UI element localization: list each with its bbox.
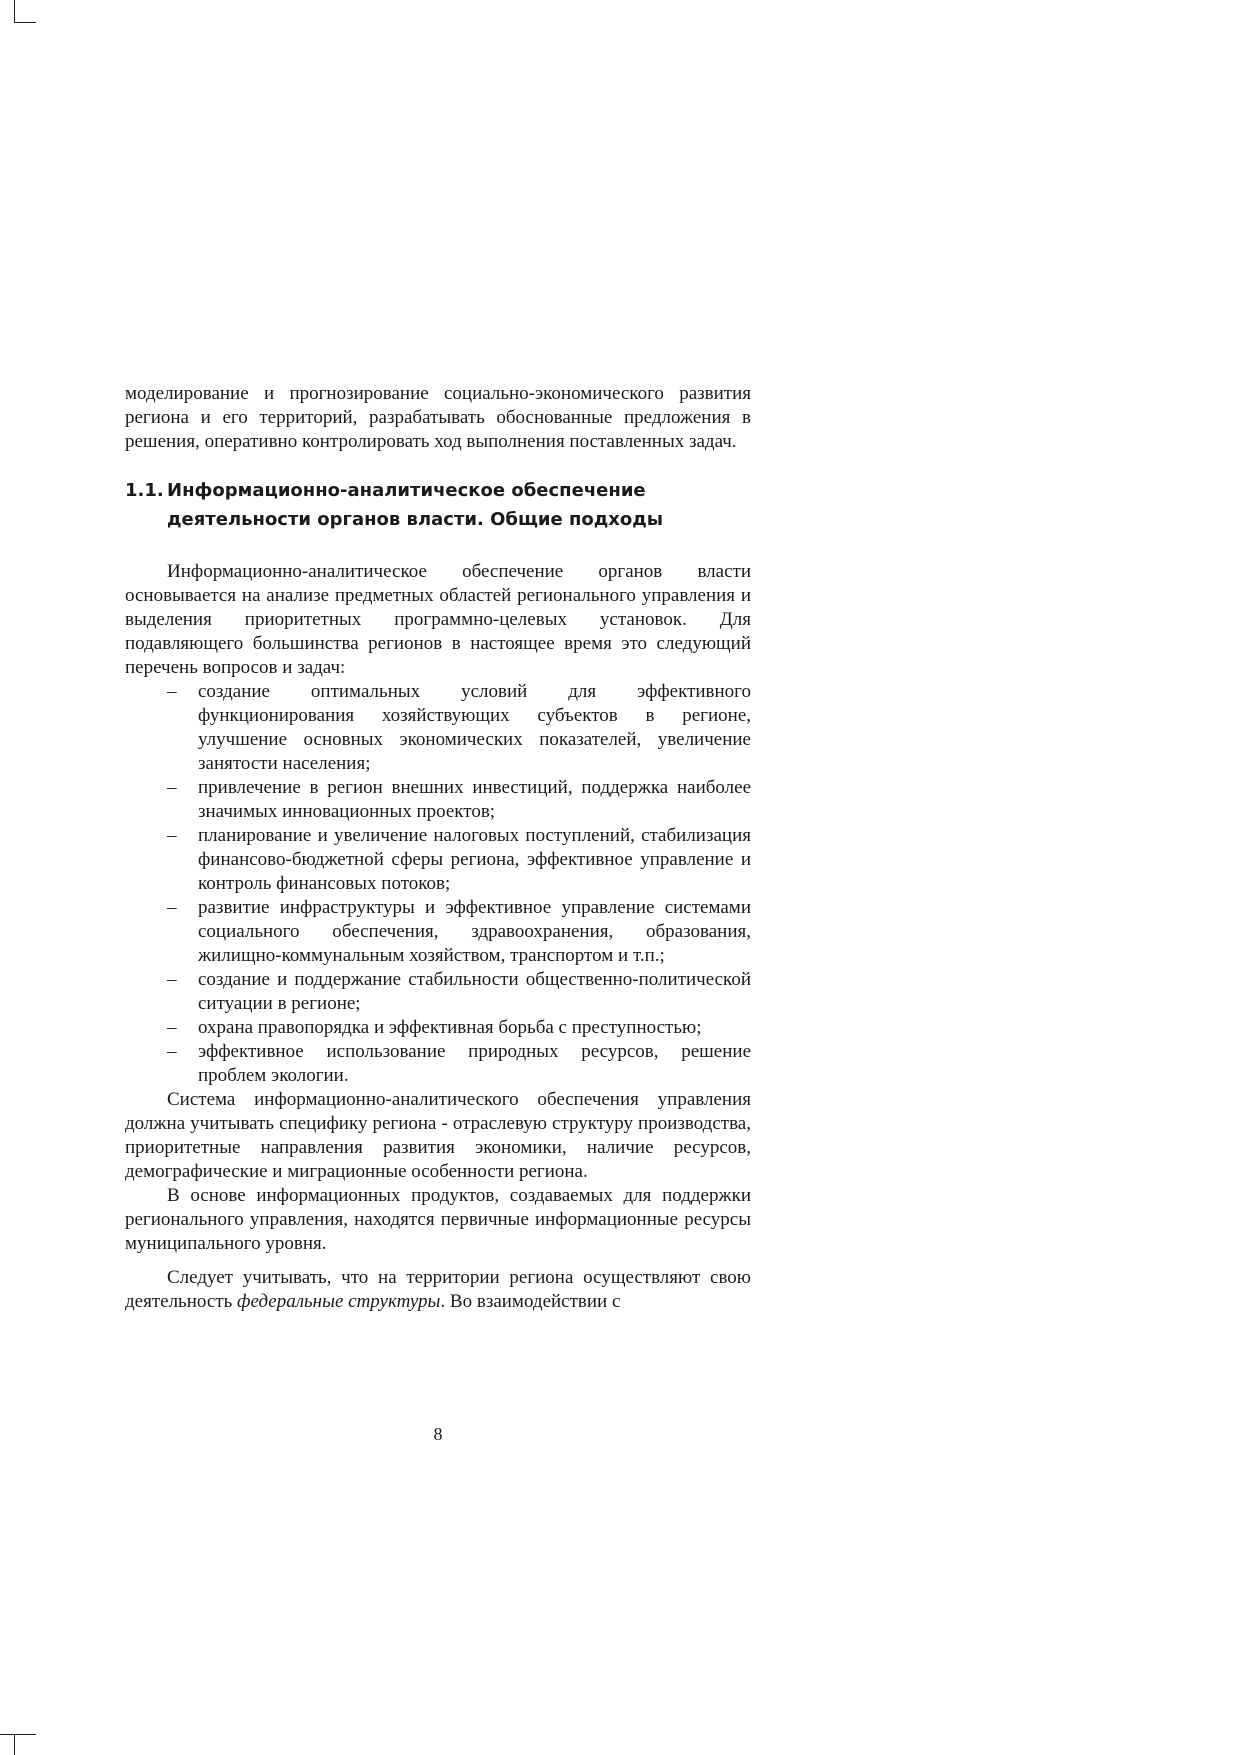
- dash-marker: –: [167, 969, 177, 990]
- intro-paragraph: моделирование и прогнозирование социально-экономического развития региона и его территорий, разрабатывать обоснованные предложения в решения, оперативно контролировать ход выполнения поставленных задач.: [125, 383, 751, 452]
- paragraph-3: В основе информационных продуктов, создаваемых для поддержки регионального управления, находятся первичные информационные ресурсы муниципального уровня.: [125, 1185, 751, 1254]
- paragraph-4-italic: федеральные структуры: [237, 1291, 441, 1312]
- list-item: [125, 824, 751, 896]
- dash-marker: –: [167, 681, 177, 702]
- section-heading: [125, 476, 751, 534]
- paragraph-4-start: Следует учитывать, что на территории региона осуществляют свою деятельность: [125, 1267, 751, 1312]
- crop-mark-bottom-vertical: [14, 1734, 15, 1755]
- section-title-line2: деятельности органов власти. Общие подходы: [167, 509, 664, 530]
- list-item: [125, 776, 751, 824]
- paragraph-4-end: . Во взаимодействии с: [440, 1291, 621, 1312]
- list-item-text: привлечение в регион внешних инвестиций, поддержка наиболее значимых инновационных проектов;: [198, 777, 751, 822]
- paragraph-4: [125, 1266, 751, 1314]
- list-item-text: охрана правопорядка и эффективная борьба с преступностью;: [198, 1017, 702, 1038]
- list-item: [125, 1040, 751, 1088]
- section-number: 1.1.: [125, 480, 164, 501]
- crop-mark-bottom-horizontal: [0, 1734, 36, 1735]
- list-item-text: создание и поддержание стабильности общественно-политической ситуации в регионе;: [198, 969, 751, 1014]
- dash-marker: –: [167, 1017, 177, 1038]
- list-item-text: развитие инфраструктуры и эффективное управление системами социального обеспечения, здравоохранения, образования, жилищно-коммунальным хозяйством, транспортом и т.п.;: [198, 897, 751, 966]
- crop-mark-top-horizontal: [14, 22, 36, 23]
- page-number: 8: [433, 1424, 443, 1444]
- task-list: [125, 680, 751, 1088]
- section-title-line1: Информационно-аналитическое обеспечение: [167, 480, 646, 501]
- dash-marker: –: [167, 825, 177, 846]
- list-item: [125, 968, 751, 1016]
- list-item: [125, 680, 751, 776]
- list-item: [125, 1016, 751, 1040]
- page-content: [125, 382, 751, 1314]
- list-item-text: эффективное использование природных ресурсов, решение проблем экологии.: [198, 1041, 751, 1086]
- paragraph-2: Система информационно-аналитического обеспечения управления должна учитывать специфику региона - отраслевую структуру производства, приоритетные направления развития экономики, наличие ресурсов, демографические и миграционные особенности региона.: [125, 1089, 751, 1182]
- dash-marker: –: [167, 1041, 177, 1062]
- crop-mark-top-vertical: [14, 0, 15, 22]
- list-item: [125, 896, 751, 968]
- list-item-text: создание оптимальных условий для эффективного функционирования хозяйствующих субъектов в регионе, улучшение основных экономических показателей, увеличение занятости населения;: [198, 681, 751, 774]
- dash-marker: –: [167, 897, 177, 918]
- list-item-text: планирование и увеличение налоговых поступлений, стабилизация финансово-бюджетной сферы региона, эффективное управление и контроль финансовых потоков;: [198, 825, 751, 894]
- paragraph-1: Информационно-аналитическое обеспечение органов власти основывается на анализе предметных областей регионального управления и выделения приоритетных программно-целевых установок. Для подавляющего большинства регионов в настоящее время это следующий перечень вопросов и задач:: [125, 561, 751, 678]
- dash-marker: –: [167, 777, 177, 798]
